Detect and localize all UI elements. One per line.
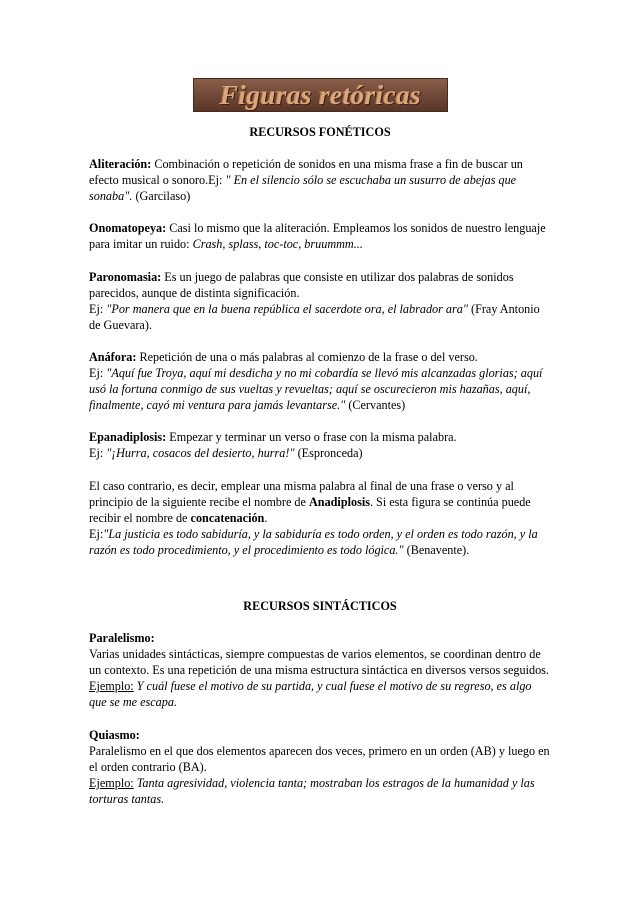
paragraph-anadiplosis [89,478,551,558]
term-onomatopeya: Onomatopeya: [89,221,167,236]
example-quiasmo: Tanta agresividad, violencia tanta; mostraban los estragos de la humanidad y las torturas tantas. [89,775,535,806]
paragraph-paralelismo [89,630,551,710]
author-epanadiplosis: (Espronceda) [294,446,363,461]
paragraph-aliteracion [89,156,551,204]
banner-title: Figuras retóricas [219,79,422,110]
definition-aliteracion: Combinación o repetición de sonidos en una misma frase a fin de buscar un efecto musical o sonoro.Ej: [89,157,523,188]
definition-onomatopeya: Casi lo mismo que la aliteración. Empleamos los sonidos de nuestro lenguaje para imitar un ruido: [89,221,546,252]
definition-paronomasia: Es un juego de palabras que consiste en utilizar dos palabras de sonidos parecidos, aunque de distinta significación. [89,269,514,300]
document-body [89,124,551,807]
paragraph-epanadiplosis [89,429,551,461]
paragraph-onomatopeya [89,220,551,252]
text-anadiplosis-3: . [264,510,268,525]
ej-label: Ej: [89,366,107,381]
ej-label: Ej: [89,446,107,461]
example-paronomasia: "Por manera que en la buena república el sacerdote ora, el labrador ara" [106,301,468,316]
text-anadiplosis-2: . Si esta figura se continúa puede recibir el nombre de [89,494,531,525]
title-banner [193,78,448,112]
term-paralelismo: Paralelismo: [89,631,155,646]
example-paralelismo: Y cuál fuese el motivo de su partida, y cual fuese el motivo de su regreso, es algo que se me escapa. [89,679,532,710]
definition-epanadiplosis: Empezar y terminar un verso o frase con la misma palabra. [166,430,457,445]
heading-sintacticos: RECURSOS SINTÁCTICOS [243,598,397,613]
heading-foneticos: RECURSOS FONÉTICOS [249,125,391,139]
term-aliteracion: Aliteración: [89,157,152,172]
definition-paralelismo: Varias unidades sintácticas, siempre compuestas de varios elementos, se coordinan dentro de un contexto. Es una repetición de una misma estructura sintáctica en diversos versos seguidos. [89,647,549,678]
author-anafora: (Cervantes) [345,398,406,413]
term-anadiplosis: Anadiplosis [308,494,370,509]
term-quiasmo: Quiasmo: [89,727,140,742]
ejemplo-label: Ejemplo: [89,775,134,790]
ej-label: Ej: [89,526,104,541]
paragraph-anafora [89,349,551,413]
definition-anafora: Repetición de una o más palabras al comienzo de la frase o del verso. [136,349,478,364]
term-concatenacion: concatenación [190,510,265,525]
ej-label: Ej: [89,301,107,316]
paragraph-paronomasia [89,269,551,333]
paragraph-quiasmo [89,727,551,807]
definition-quiasmo: Paralelismo en el que dos elementos aparecen dos veces, primero en un orden (AB) y luego en el orden contrario (BA). [89,743,550,774]
author-anadiplosis: (Benavente). [403,542,470,557]
author-paronomasia: (Fray Antonio de Guevara). [89,301,540,332]
author-aliteracion: (Garcilaso) [132,189,191,204]
example-onomatopeya: Crash, splass, toc-toc, bruummm... [192,237,363,252]
example-aliteracion: " En el silencio sólo se escuchaba un susurro de abejas que sonaba". [89,173,517,204]
example-epanadiplosis: "¡Hurra, cosacos del desierto, hurra!" [106,446,295,461]
term-epanadiplosis: Epanadiplosis: [89,430,167,445]
term-anafora: Anáfora: [89,349,137,364]
example-anadiplosis: "La justicia es todo sabiduría, y la sabiduría es todo orden, y el orden es todo razón, y la razón es todo procedimiento, y el procedimiento es todo lógica." [89,526,538,557]
ejemplo-label: Ejemplo: [89,679,134,694]
term-paronomasia: Paronomasia: [89,269,162,284]
text-anadiplosis-1: El caso contrario, es decir, emplear una misma palabra al final de una frase o verso y al principio de la siguiente recibe el nombre de [89,478,514,509]
example-anafora: "Aquí fue Troya, aquí mi desdicha y no mi cobardía se llevó mis alcanzadas glorias; aquí usó la fortuna conmigo de sus vueltas y revueltas; aquí se oscurecieron mis hazañas, aquí, finalmente, cayó mi ventura para jamás levantarse." [89,366,543,413]
